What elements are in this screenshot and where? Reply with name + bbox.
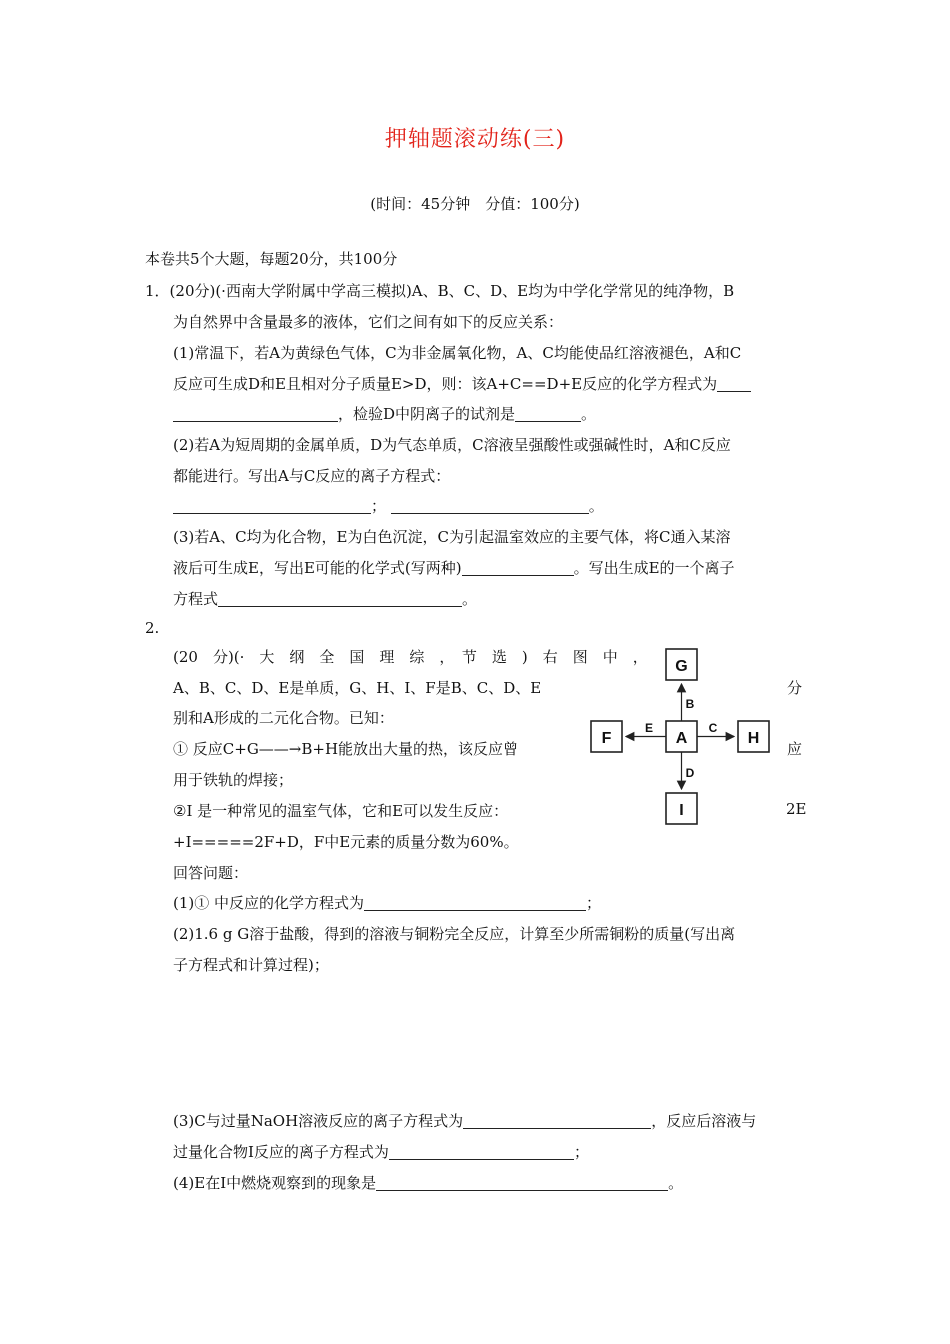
page-title: 押轴题滚动练(三) [384,127,566,152]
q1-stem-line2: 为自然界中含量最多的液体，它们之间有如下的反应关系： [173,313,564,331]
q2-condition2: ②I 是一种常见的温室气体，它和E可以发生反应： [173,802,509,820]
label-b: B [685,697,695,711]
label-e: E [644,721,654,735]
q1-part3-line3 [173,588,477,609]
punctuation: 。 [462,590,478,608]
node-h: H [747,730,760,747]
q1-part2-line3 [173,495,604,516]
node-g: G [675,658,688,675]
answer-blank[interactable] [364,895,586,911]
answer-blank[interactable] [218,591,462,607]
answer-blank[interactable] [717,376,751,392]
q2-sub3-text2: ，反应后溶液与 [651,1112,757,1130]
q1-part3-text2: 。写出生成E的一个离子 [573,559,735,577]
q2-sub1-text: (1)① 中反应的化学方程式为 [173,894,365,912]
q2-sub3-line2 [173,1141,589,1162]
answer-blank[interactable] [173,498,371,514]
q2-condition2-tail: 2E [786,800,807,818]
q1-part3-text3: 方程式 [173,590,219,608]
answer-blank[interactable] [462,560,574,576]
q2-condition1: ① 反应C+G——→B+H能放出大量的热，该反应曾 [173,740,519,758]
q1-part3-line1: (3)若A、C均为化合物，E为白色沉淀，C为引起温室效应的主要气体，将C通入某溶 [173,528,731,546]
q2-condition2-cont: +I=====2F+D，F中E元素的质量分数为60%。 [173,833,519,851]
q2-number: 2. [145,619,160,637]
q2-sub3-text3: 过量化合物I反应的离子方程式为 [173,1143,389,1161]
q2-condition1-tail: 应 [787,740,803,758]
q2-sub4-text: (4)E在I中燃烧观察到的现象是 [173,1174,377,1192]
q2-condition1-cont: 用于铁轨的焊接； [173,771,294,789]
q1-stem-line1: 1．(20分)(·西南大学附属中学高三模拟)A、B、C、D、E均为中学化学常见的纯净物，B [145,282,735,300]
punctuation: 。 [588,497,604,515]
time-score-note: (时间：45分钟 分值：100分) [370,195,580,213]
q1-part1-line3 [173,403,596,424]
punctuation: 。 [668,1174,684,1192]
punctuation: ； [586,894,602,912]
q1-part3-text: 液后可生成E，写出E可能的化学式(写两种) [173,559,462,577]
node-i: I [679,802,684,819]
answer-blank[interactable] [389,1144,574,1160]
punctuation: ； [573,1143,589,1161]
node-f: F [601,730,612,747]
q2-sub4 [173,1172,683,1193]
q2-sub2-line1: (2)1.6 g G溶于盐酸，得到的溶液与铜粉完全反应，计算至少所需铜粉的质量(写出离 [173,925,736,943]
intro-text: 本卷共5个大题，每题20分，共100分 [145,250,398,268]
q2-sub3-text: (3)C与过量NaOH溶液反应的离子方程式为 [173,1112,464,1130]
q2-sub1 [173,892,601,913]
q1-part2-line2: 都能进行。写出A与C反应的离子方程式： [173,467,451,485]
answer-blank[interactable] [391,498,589,514]
q1-part1-line2 [173,373,751,394]
punctuation: 。 [581,405,597,423]
answer-blank[interactable] [463,1113,651,1129]
q2-stem-line2: A、B、C、D、E是单质，G、H、I、F是B、C、D、E [173,679,542,697]
q2-stem-line1: (20 分)(· 大 纲 全 国 理 综 ， 节 选 ) 右 图 中 ， [173,648,648,666]
answer-blank[interactable] [173,406,338,422]
q1-part3-line2 [173,557,735,578]
reaction-diagram [586,644,776,830]
label-c: C [708,721,718,735]
q2-stem-line2-tail: 分 [787,679,803,697]
label-d: D [685,766,695,780]
punctuation: ； [371,497,387,515]
q1-part1-reagent-text: ，检验D中阴离子的试剂是 [338,405,516,423]
q2-sub2-line2: 子方程式和计算过程)； [173,956,329,974]
q1-part1-text: 反应可生成D和E且相对分子质量E>D，则：该A+C==D+E反应的化学方程式为 [173,375,718,393]
q2-sub3-line1 [173,1110,756,1131]
q1-part2-line1: (2)若A为短周期的金属单质，D为气态单质，C溶液呈强酸性或强碱性时，A和C反应 [173,436,731,454]
q2-answer-heading: 回答问题： [173,864,249,882]
node-a: A [675,730,688,747]
answer-blank[interactable] [376,1175,668,1191]
answer-blank[interactable] [515,406,581,422]
q1-part1-line1: (1)常温下，若A为黄绿色气体，C为非金属氧化物，A、C均能使品红溶液褪色，A和C [173,344,742,362]
q2-stem-line3: 别和A形成的二元化合物。已知： [173,709,394,727]
